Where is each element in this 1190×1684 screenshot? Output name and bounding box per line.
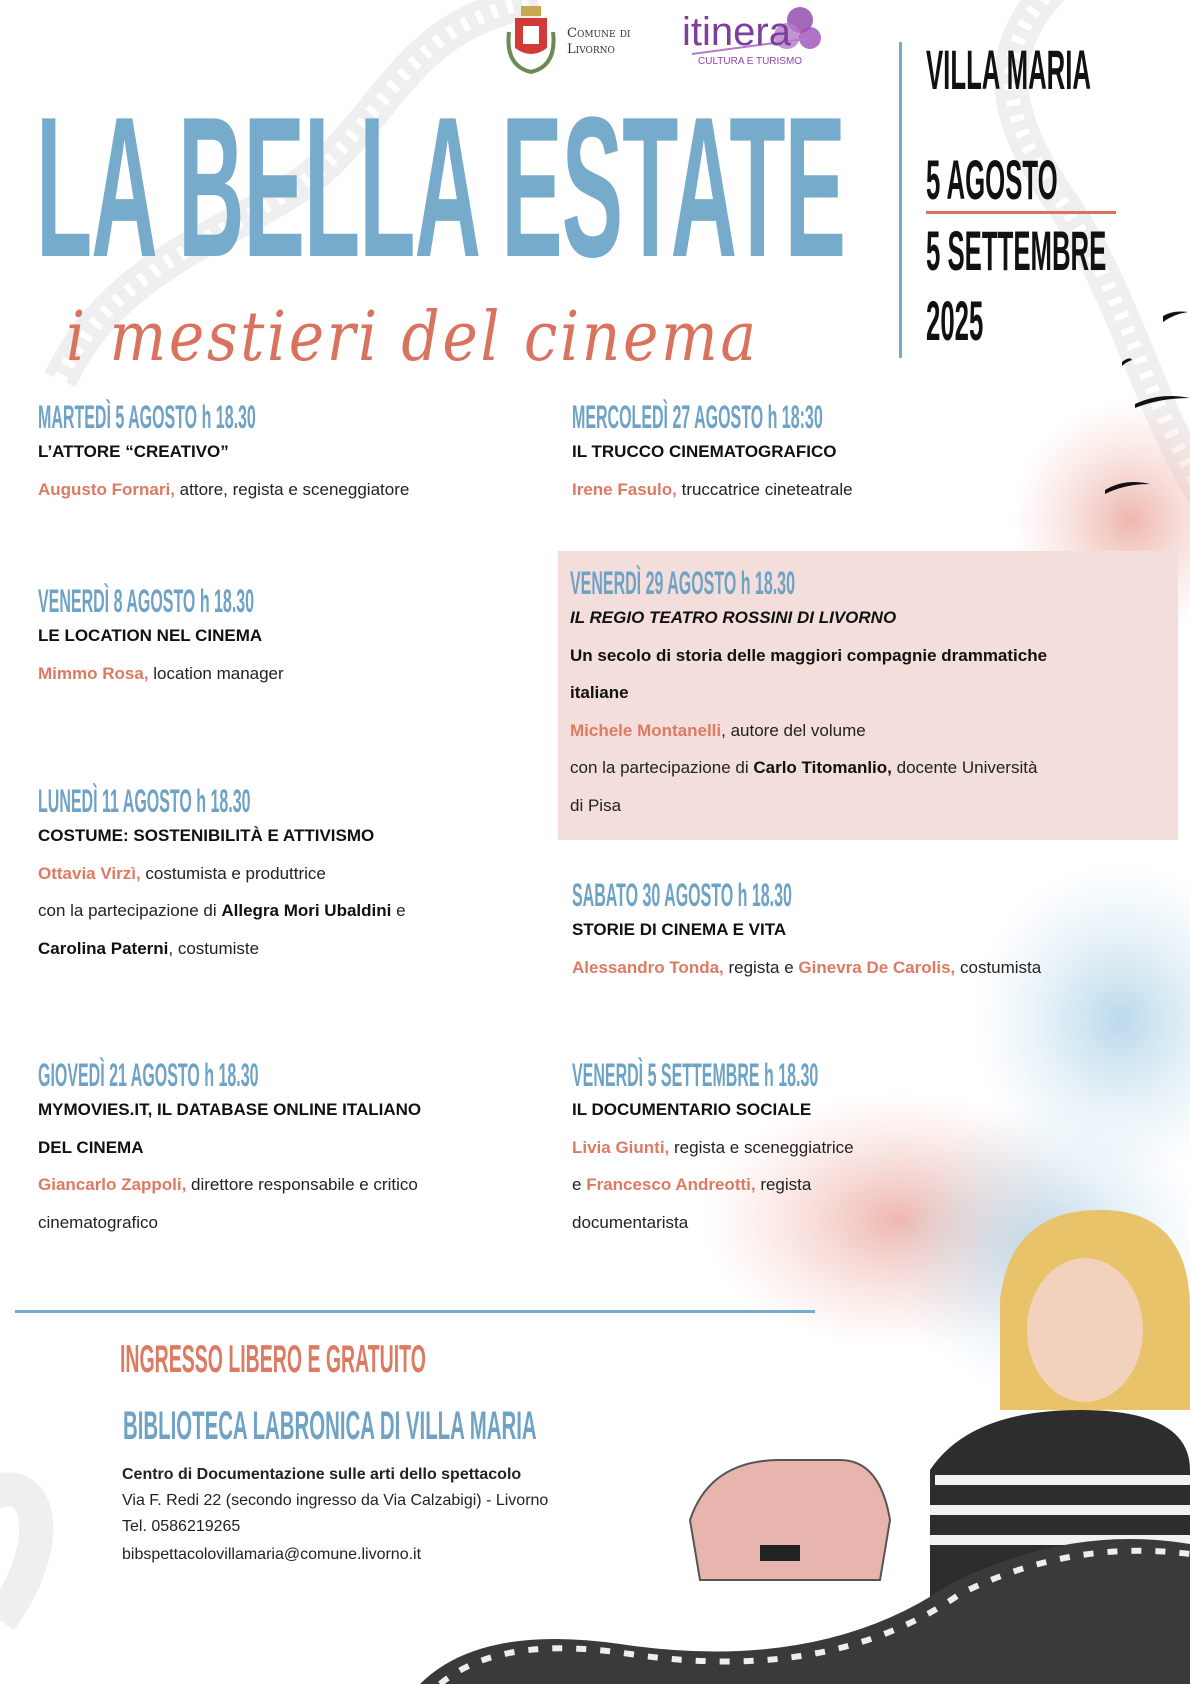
free-entry: INGRESSO LIBERO E GRATUITO [120,1338,426,1381]
speaker-name: Michele Montanelli [570,720,722,740]
poster-title: LA BELLA ESTATE [36,76,846,299]
itinera-subtext: CULTURA E TURISMO [698,56,803,67]
event-item [38,585,558,692]
event-line [572,1091,1092,1129]
event-item [570,567,1090,824]
event-line [570,674,1090,712]
itinera-text: itinera [682,10,791,54]
event-line [38,433,558,471]
event-text: e [572,1175,587,1194]
comune-livorno-text: Comune di Livorno [567,26,631,57]
event-text: regista [755,1175,812,1194]
event-line [572,1166,1092,1204]
event-text: di Pisa [570,795,622,815]
event-line [38,855,558,893]
event-date: SABATO 30 AGOSTO h 18.30 [572,877,792,913]
event-text: Allegra Mori Ubaldini [221,901,392,920]
speaker-name: Mimmo Rosa, [38,663,149,683]
email-link[interactable]: bibspettacolovillamaria@comune.livorno.it [122,1546,422,1563]
event-text: e [391,901,406,920]
event-date: MARTEDÌ 5 AGOSTO h 18.30 [38,399,256,435]
event-date: VENERDÌ 29 AGOSTO h 18.30 [570,565,795,601]
event-line [572,911,1092,949]
event-line [38,1091,558,1129]
event-text: costumista e produttrice [140,863,326,883]
venue: VILLA MARIA [926,38,1092,101]
event-line [572,471,1092,509]
event-title: COSTUME: SOSTENIBILITÀ E ATTIVISMO [38,826,375,845]
speaker-name: Livia Giunti, [572,1137,670,1157]
event-text: Un secolo di storia delle maggiori compagnie drammatiche [570,645,1048,665]
coat-of-arms-icon [503,6,559,74]
speaker-name: Francesco Andreotti, [586,1175,756,1194]
event-line [570,637,1090,675]
event-line [38,817,558,855]
event-text: Carolina Paterni [38,938,169,958]
event-title: IL REGIO TEATRO ROSSINI DI LIVORNO [570,608,897,627]
event-text: location manager [148,663,284,683]
event-item [572,1059,1092,1241]
divider [899,42,902,358]
event-title: STORIE DI CINEMA E VITA [572,920,787,939]
event-text: cinematografico [38,1212,159,1232]
phone: Tel. 0586219265 [122,1518,241,1535]
event-text: truccatrice cineteatrale [676,479,853,499]
event-text: Carlo Titomanlio, [753,758,892,777]
centre-name: Centro di Documentazione sulle arti dello spettacolo [122,1466,522,1483]
event-line [38,617,558,655]
speaker-name: Alessandro Tonda, [572,957,724,977]
event-item [572,401,1092,508]
event-text: DEL CINEMA [38,1137,144,1157]
event-text: , autore del volume [721,720,866,740]
event-line [38,471,558,509]
event-text: italiane [570,683,629,702]
event-title: IL DOCUMENTARIO SOCIALE [572,1100,812,1119]
event-line [572,1129,1092,1167]
event-item [38,785,558,967]
library-name: BIBLIOTECA LABRONICA DI VILLA MARIA [123,1404,537,1448]
event-item [38,1059,558,1241]
event-line [38,892,558,930]
event-title: LE LOCATION NEL CINEMA [38,626,263,645]
event-date: GIOVEDÌ 21 AGOSTO h 18.30 [38,1057,259,1093]
event-line [572,949,1092,987]
event-date: VENERDÌ 8 AGOSTO h 18.30 [38,583,255,619]
event-date: LUNEDÌ 11 AGOSTO h 18.30 [38,783,251,819]
year: 2025 [926,289,984,352]
event-date: VENERDÌ 5 SETTEMBRE h 18.30 [572,1057,819,1093]
event-line [38,1204,558,1242]
event-text: regista e sceneggiatrice [669,1137,854,1157]
event-item [572,879,1092,986]
event-text: documentarista [572,1212,689,1232]
event-item [38,401,558,508]
event-date: MERCOLEDÌ 27 AGOSTO h 18:30 [572,399,823,435]
event-text: direttore responsabile e critico [186,1175,418,1194]
event-title: L’ATTORE “CREATIVO” [38,442,229,461]
speaker-name: Ottavia Virzì, [38,863,141,883]
event-line [38,655,558,693]
date-divider [926,211,1116,214]
event-text: con la partecipazione di [38,901,222,920]
poster-subtitle: i mestieri del cinema [66,298,759,377]
event-text: attore, regista e sceneggiatore [174,479,410,499]
event-line [38,1129,558,1167]
footer-divider [15,1310,815,1313]
event-line [570,712,1090,750]
address: Via F. Redi 22 (secondo ingresso da Via Calzabigi) - Livorno [122,1492,549,1509]
event-line [570,599,1090,637]
comune-livorno-logo [503,6,559,74]
event-title: MYMOVIES.IT, IL DATABASE ONLINE ITALIANO [38,1100,422,1119]
event-line [572,1204,1092,1242]
speaker-name: Augusto Fornari, [38,479,175,499]
event-line [38,930,558,968]
event-text: costumista [955,957,1042,977]
date-to: 5 SETTEMBRE [926,219,1107,282]
event-title: IL TRUCCO CINEMATOGRAFICO [572,442,837,461]
event-line [570,749,1090,787]
itinera-logo [682,2,832,72]
speaker-name: Irene Fasulo, [572,479,677,499]
date-from: 5 AGOSTO [926,148,1058,211]
event-text: , costumiste [168,938,260,958]
event-text: con la partecipazione di [570,758,754,777]
speaker-name: Giancarlo Zappoli, [38,1175,187,1194]
speaker-name: Ginevra De Carolis, [798,957,956,977]
event-line [572,433,1092,471]
event-line [38,1166,558,1204]
event-text: docente Università [891,758,1038,777]
event-line [570,787,1090,825]
event-text: regista e [723,957,799,977]
